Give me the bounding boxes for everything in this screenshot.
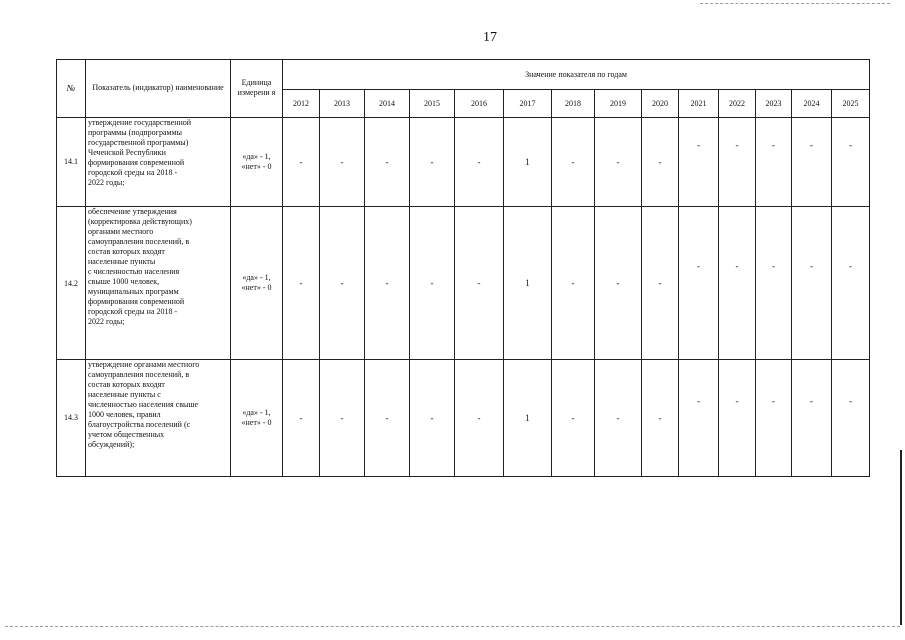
description-line: Чеченской Республики [88, 147, 166, 157]
description-line: благоустройства поселений (с [88, 419, 191, 429]
row-number: 14.1 [57, 117, 86, 207]
description-line: городской среды на 2018 - [88, 167, 178, 177]
value-2015: - [410, 207, 455, 359]
value-2014: - [365, 207, 410, 359]
value-2018: - [552, 359, 595, 476]
value-2013: - [320, 359, 365, 476]
row-number: 14.2 [57, 207, 86, 359]
value-2021: - [679, 207, 719, 359]
header-year-2012: 2012 [283, 90, 320, 117]
value-2023: - [756, 359, 792, 476]
description-line: с численностью населения [88, 267, 180, 277]
unit-line: «да» - 1, [242, 273, 271, 283]
value-2024: - [792, 207, 832, 359]
value-2017: 1 [504, 207, 552, 359]
value-2016: - [455, 207, 504, 359]
value-2019: - [595, 117, 642, 207]
description-line: (корректировка действующих) [88, 217, 192, 227]
header-year-2025: 2025 [832, 90, 870, 117]
value-2021: - [679, 359, 719, 476]
value-2023: - [756, 207, 792, 359]
value-2017: 1 [504, 359, 552, 476]
value-2012: - [283, 207, 320, 359]
description-line: формирования современной [88, 157, 185, 167]
value-2016: - [455, 117, 504, 207]
table-row [57, 117, 870, 207]
header-year-2018: 2018 [552, 90, 595, 117]
description-line: самоуправления поселений, в [88, 369, 190, 379]
header-year-2013: 2013 [320, 90, 365, 117]
description-line: численностью населения свыше [88, 399, 199, 409]
unit-line: «да» - 1, [242, 151, 271, 161]
table-row [57, 207, 870, 359]
table-row [57, 359, 870, 476]
row-unit [231, 359, 283, 476]
row-unit [231, 117, 283, 207]
value-2012: - [283, 117, 320, 207]
header-year-2022: 2022 [719, 90, 756, 117]
value-2025: - [832, 117, 870, 207]
description-line: 2022 годы; [88, 177, 125, 187]
description-line: обсуждений); [88, 439, 135, 449]
value-2020: - [642, 207, 679, 359]
indicator-table [56, 59, 870, 477]
unit-line: «нет» - 0 [241, 283, 272, 293]
header-indicator: Показатель (индикатор) наименование [86, 60, 231, 118]
value-2025: - [832, 207, 870, 359]
description-line: состав которых входят [88, 247, 165, 257]
value-2022: - [719, 207, 756, 359]
row-description [86, 207, 231, 359]
page-number: 17 [483, 30, 497, 45]
header-years-group: Значение показателя по годам [283, 60, 870, 90]
description-line: населенные пункты [88, 257, 156, 267]
description-line: 2022 годы; [88, 317, 125, 327]
value-2025: - [832, 359, 870, 476]
description-line: государственной программы) [88, 137, 189, 147]
value-2023: - [756, 117, 792, 207]
header-year-2024: 2024 [792, 90, 832, 117]
description-line: свыше 1000 человек, [88, 277, 160, 287]
description-line: 1000 человек, правил [88, 409, 161, 419]
description-line: формирования современной [88, 297, 185, 307]
header-year-2016: 2016 [455, 90, 504, 117]
row-description [86, 359, 231, 476]
value-2021: - [679, 117, 719, 207]
row-number: 14.3 [57, 359, 86, 476]
description-line: городской среды на 2018 - [88, 307, 178, 317]
value-2024: - [792, 117, 832, 207]
description-line: населенные пункты с [88, 389, 161, 399]
row-unit [231, 207, 283, 359]
unit-line: «нет» - 0 [241, 417, 272, 427]
description-line: утверждение государственной [88, 117, 192, 127]
value-2013: - [320, 117, 365, 207]
description-line: обеспечение утверждения [88, 207, 177, 217]
value-2018: - [552, 117, 595, 207]
value-2019: - [595, 207, 642, 359]
value-2020: - [642, 117, 679, 207]
value-2015: - [410, 359, 455, 476]
header-num: № [57, 60, 86, 118]
scan-artifact-top [700, 3, 890, 4]
value-2022: - [719, 359, 756, 476]
header-year-2020: 2020 [642, 90, 679, 117]
description-line: органами местного [88, 227, 154, 237]
row-description [86, 117, 231, 207]
description-line: утверждение органами местного [88, 359, 200, 369]
value-2020: - [642, 359, 679, 476]
value-2022: - [719, 117, 756, 207]
value-2015: - [410, 117, 455, 207]
description-line: учетом общественных [88, 429, 165, 439]
header-unit: Единица измерени я [231, 60, 283, 118]
description-line: состав которых входят [88, 379, 165, 389]
value-2016: - [455, 359, 504, 476]
unit-line: «да» - 1, [242, 407, 271, 417]
description-line: самоуправления поселений, в [88, 237, 190, 247]
description-line: муниципальных программ [88, 287, 179, 297]
value-2018: - [552, 207, 595, 359]
header-year-2015: 2015 [410, 90, 455, 117]
value-2014: - [365, 117, 410, 207]
value-2012: - [283, 359, 320, 476]
description-line: программы (подпрограммы [88, 127, 183, 137]
value-2024: - [792, 359, 832, 476]
value-2013: - [320, 207, 365, 359]
scan-artifact-bottom [5, 626, 900, 627]
header-year-2023: 2023 [756, 90, 792, 117]
header-year-2017: 2017 [504, 90, 552, 117]
scan-edge-mark [900, 450, 902, 625]
value-2014: - [365, 359, 410, 476]
unit-line: «нет» - 0 [241, 161, 272, 171]
header-year-2019: 2019 [595, 90, 642, 117]
value-2017: 1 [504, 117, 552, 207]
header-year-2014: 2014 [365, 90, 410, 117]
value-2019: - [595, 359, 642, 476]
header-year-2021: 2021 [679, 90, 719, 117]
